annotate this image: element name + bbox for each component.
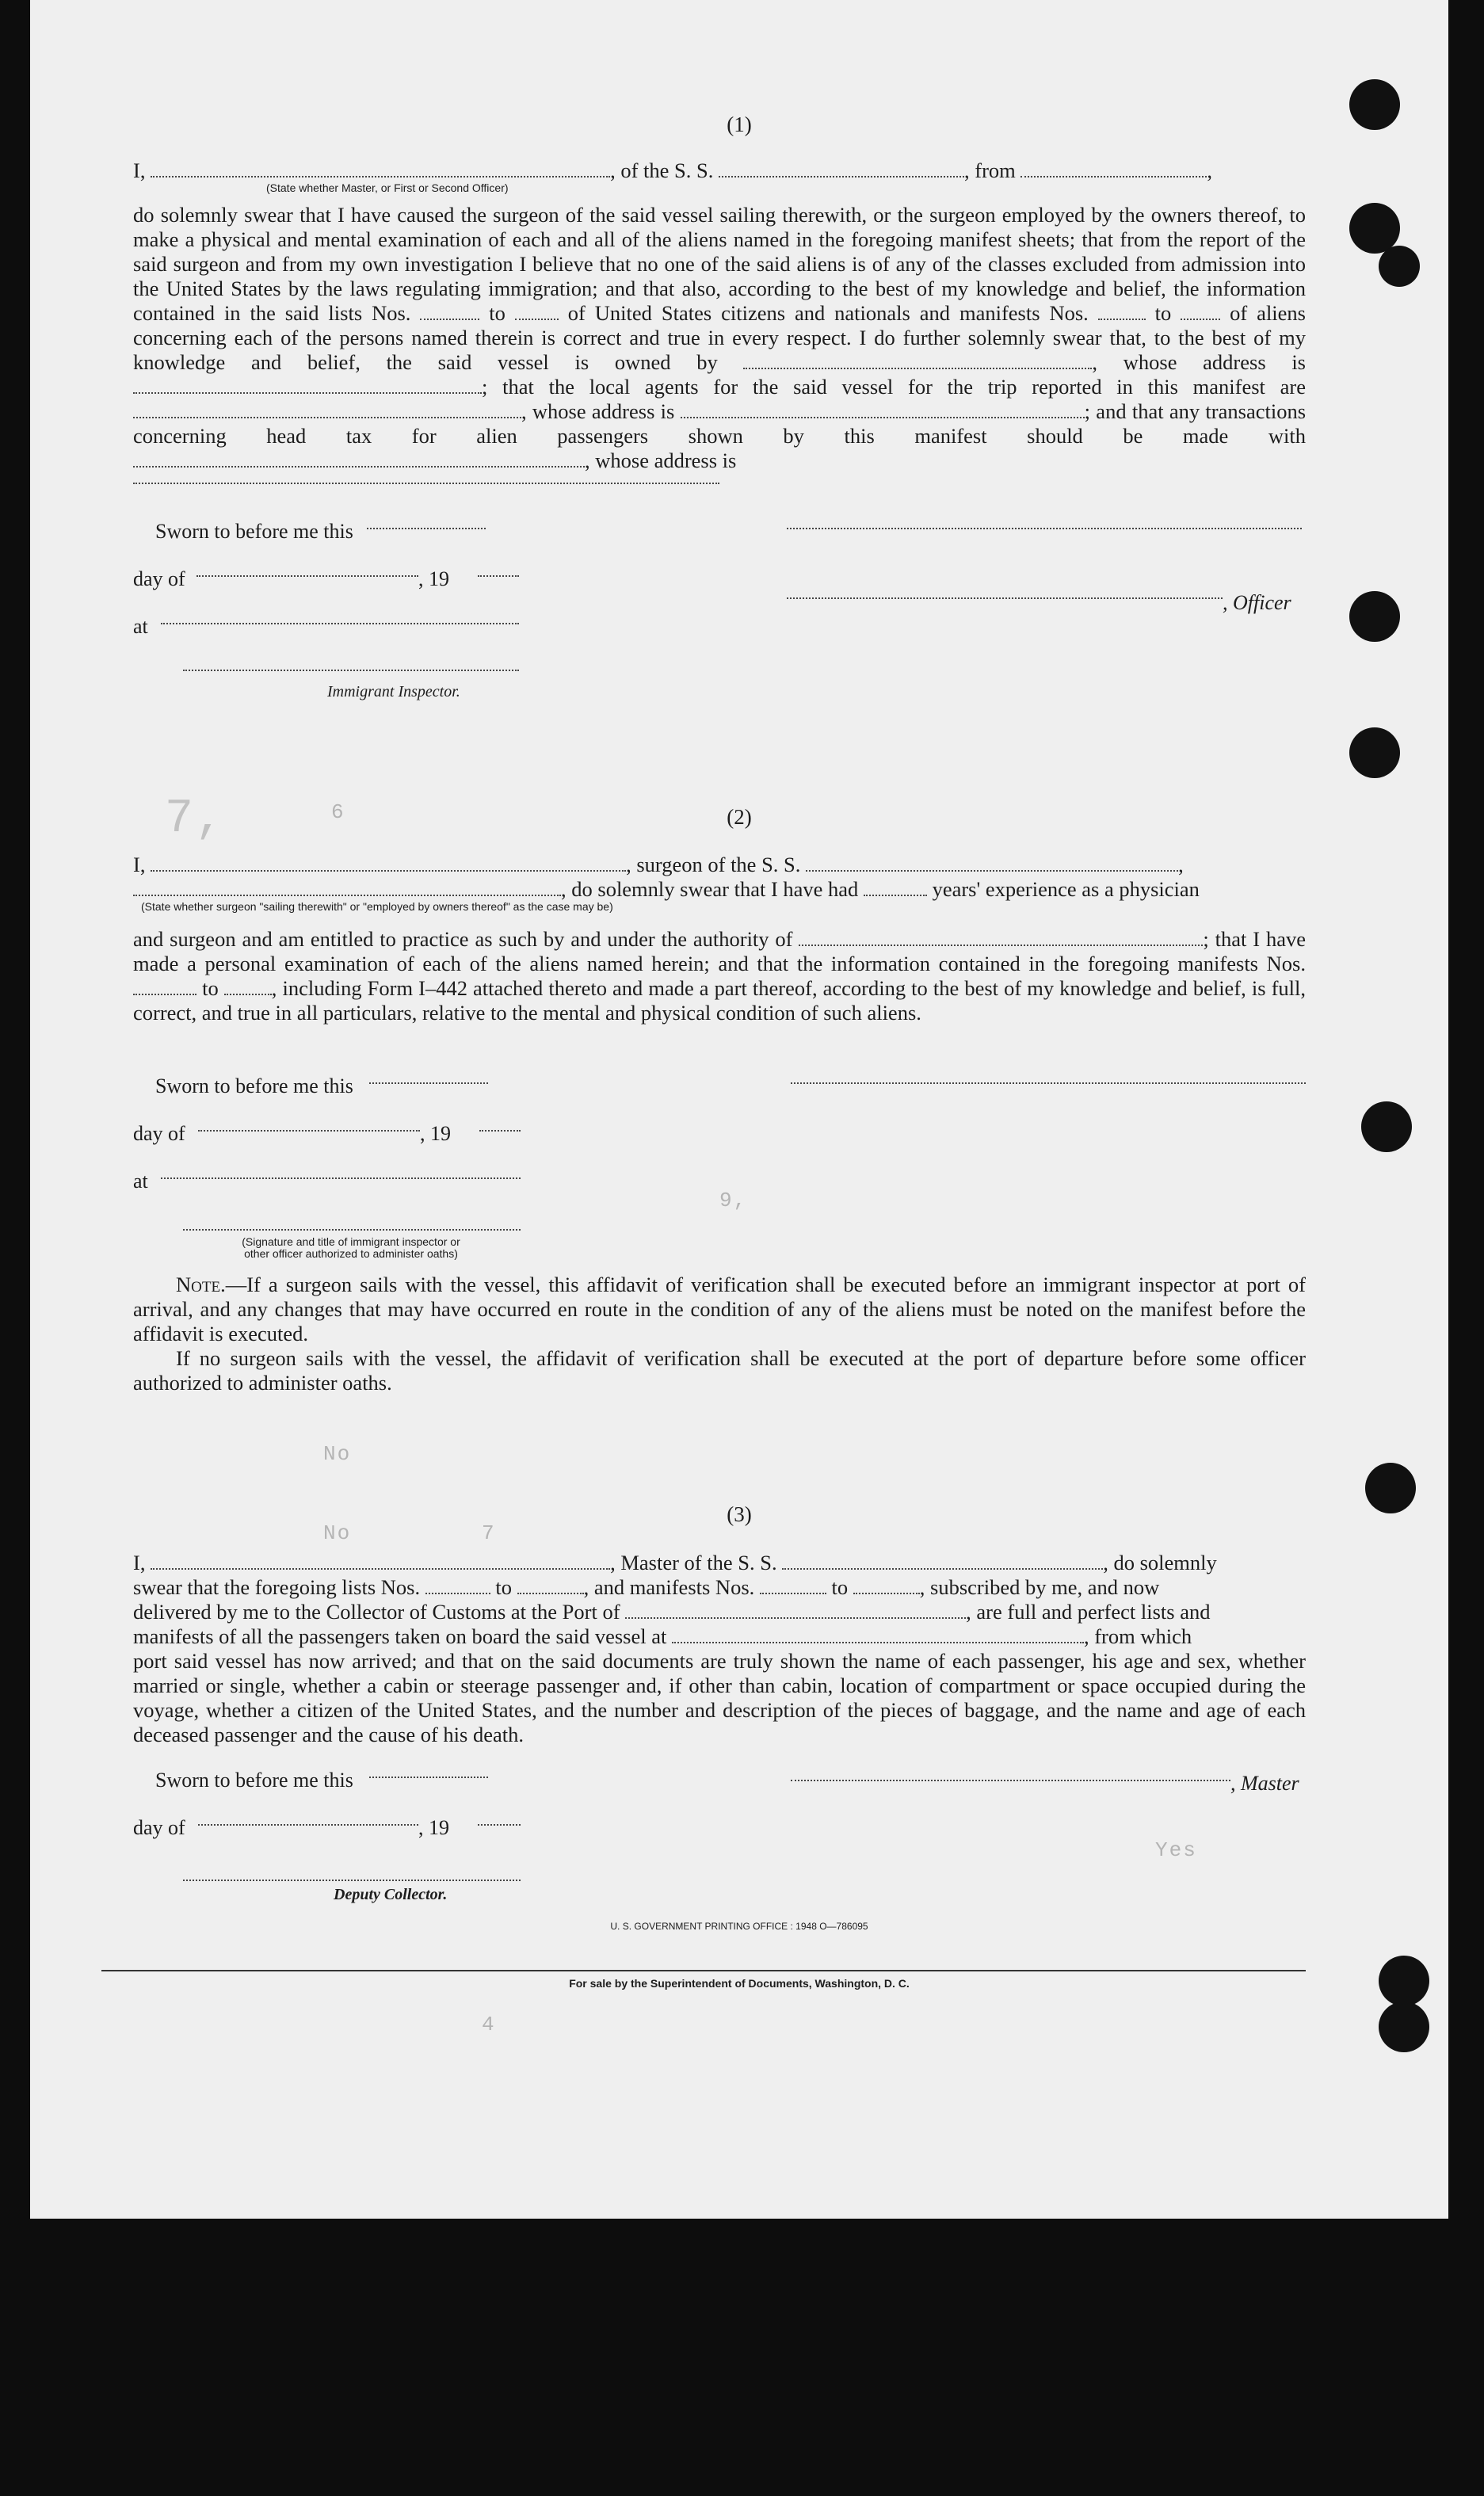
blank-field [133, 979, 196, 995]
text: and surgeon and am entitled to practice as such by and under the authority of [133, 927, 793, 951]
blank-field [806, 856, 1178, 872]
text: I, [133, 853, 146, 876]
at-label-2: at [133, 1170, 148, 1193]
punch-hole [1379, 1956, 1429, 2006]
blank-field [369, 1082, 488, 1084]
blank-field [478, 575, 519, 577]
blank-field [133, 483, 719, 484]
text: , including Form I–442 attached thereto and made a part thereof, according to the best of my knowledge and belief, is full, correct, and true in all particulars, relative to the mental and physical condition of such aliens. [133, 976, 1307, 1025]
blank-field [367, 528, 486, 529]
section-2-note [133, 1273, 1306, 1395]
punch-hole [1349, 79, 1400, 130]
note-label: Note. [176, 1273, 226, 1296]
blank-field [425, 1578, 490, 1594]
blank-field [133, 378, 482, 394]
blank-field [681, 403, 1085, 418]
bleed-mark: No [323, 1521, 352, 1545]
section-2-body: and surgeon and am entitled to practice as such by and under the authority of ; that I have made a personal examination of each of the aliens named herein; and that the information contained in the foregoing manifests Nos. to , including Form I–442 attached thereto and made a part thereof, according to the best of my knowledge and belief, is full, correct, and true in all particulars, relative to the mental and physical condition of such aliens. [133, 927, 1307, 1025]
day-of-label-2: day of [133, 1122, 185, 1145]
bleed-mark: Yes [1155, 1838, 1197, 1862]
punch-hole [1365, 1463, 1416, 1513]
punch-hole [1379, 2002, 1429, 2052]
blank-field [760, 1578, 826, 1594]
blank-field [1098, 304, 1146, 320]
text: , whose address is [1092, 350, 1306, 374]
text: that the local agents for the said vessel for the trip reported in this manifest are [502, 375, 1307, 399]
printing-office-imprint: U. S. GOVERNMENT PRINTING OFFICE : 1948 O—786095 [610, 1921, 868, 1932]
section-3-number: (3) [727, 1502, 752, 1526]
blank-field [672, 1628, 1084, 1643]
year-label-3: , 19 [418, 1816, 449, 1839]
text: that I have made a personal examination of each of the aliens named herein; and that the information contained in the foregoing manifests Nos. [133, 927, 1306, 975]
punch-hole [1379, 246, 1420, 287]
section-1-number: (1) [727, 113, 752, 136]
bleed-mark: No [323, 1442, 352, 1466]
blank-field [782, 1554, 1103, 1570]
blank-field [853, 1578, 920, 1594]
text: If no surgeon sails with the vessel, the affidavit of verification shall be executed at the port of departure before some officer authorized to administer oaths. [133, 1346, 1306, 1395]
signature-line [183, 1229, 521, 1231]
text: , and manifests Nos. [583, 1575, 755, 1599]
blank-field [719, 162, 964, 177]
text: I, [133, 158, 146, 182]
blank-field [224, 979, 272, 995]
blank-field [864, 880, 927, 896]
signature-line [183, 1880, 521, 1881]
sworn-label-2: Sworn to before me this [155, 1074, 353, 1097]
form-caption: (State whether Master, or First or Second Officer) [266, 181, 509, 194]
text: to [831, 1575, 849, 1599]
text: , surgeon of the S. S. [626, 853, 801, 876]
text: delivered by me to the Collector of Customs at the Port of [133, 1600, 620, 1624]
text: years' experience as a physician [932, 877, 1200, 901]
blank-field [196, 575, 418, 577]
blank-field [198, 1824, 418, 1826]
text: , from [964, 158, 1016, 182]
text: , do solemnly [1103, 1551, 1217, 1574]
signature-line [791, 1780, 1230, 1781]
blank-field [743, 353, 1092, 369]
text: of United States citizens and nationals and manifests Nos. [567, 301, 1089, 325]
bleed-mark: 6 [331, 800, 345, 824]
bleed-mark: 7 [482, 1521, 496, 1545]
section-1-first-line: I, , of the S. S. , from , (State whether Master, or First or Second Officer) [133, 158, 1306, 194]
blank-field [133, 403, 521, 418]
blank-field [478, 1824, 521, 1826]
text: swear that the foregoing lists Nos. [133, 1575, 421, 1599]
section-3-body [133, 1551, 1306, 1747]
blank-field [133, 880, 561, 896]
text: of aliens concerning each of the persons named therein is correct and true in every respect. I do further solemnly swear that, to the best of my knowledge and belief, the said vessel is owned by [133, 301, 1306, 374]
text: , are full and perfect lists and [966, 1600, 1211, 1624]
blank-field [151, 162, 610, 177]
form-caption: (State whether surgeon "sailing therewith" or "employed by owners thereof" as the case may be) [141, 900, 613, 913]
footer-rule [101, 1970, 1306, 1971]
text: manifests of all the passengers taken on board the said vessel at [133, 1624, 667, 1648]
sworn-label-3: Sworn to before me this [155, 1769, 353, 1792]
signature-line [787, 528, 1302, 529]
text: (Signature and title of immigrant inspector or [242, 1235, 460, 1248]
bleed-mark: 7, [165, 792, 226, 846]
signature-line [183, 670, 519, 671]
blank-field [198, 1130, 420, 1132]
blank-field [369, 1777, 488, 1778]
text: to [495, 1575, 512, 1599]
punch-hole [1361, 1101, 1412, 1152]
blank-field [133, 452, 585, 468]
blank-field [161, 1177, 521, 1179]
text: , subscribed by me, and now [919, 1575, 1160, 1599]
for-sale-notice: For sale by the Superintendent of Documents, Washington, D. C. [569, 1977, 910, 1990]
text: to [202, 976, 219, 1000]
officer-label: , Officer [1223, 591, 1291, 614]
text: port said vessel has now arrived; and that on the said documents are truly shown the name of each passenger, his age and sex, whether married or single, whether a cabin or steerage passenger and, if other than cabin, location of compartment or space occupied during the voyage, whether a citizen of the United States, and the number and description of the pieces of baggage, and the name and age of each deceased passenger and the cause of his death. [133, 1649, 1306, 1746]
text: —If a surgeon sails with the vessel, this affidavit of verification shall be executed before an immigrant inspector at port of arrival, and any changes that may have occurred en route in the condition of any of the aliens must be noted on the manifest before the affidavit is executed. [133, 1273, 1306, 1345]
signature-line [791, 1082, 1306, 1084]
text: I, [133, 1551, 146, 1574]
text: ; and that any transactions concerning head tax for alien passengers shown by this manifest should be made with [133, 399, 1307, 448]
blank-field [799, 930, 1203, 946]
section-2-first-lines: I, , surgeon of the S. S. , , do solemnly swear that I have had years' experience as a physician (State whether surgeon "sailing therewith" or "employed by owners thereof" as the case may be) [133, 853, 1306, 913]
blank-field [151, 856, 626, 872]
sworn-label-1: Sworn to before me this [155, 520, 353, 543]
master-label: , Master [1230, 1772, 1299, 1795]
punch-hole [1349, 591, 1400, 642]
signature-line [787, 597, 1223, 599]
blank-field [479, 1130, 521, 1132]
blank-field [1181, 304, 1220, 320]
text: do solemnly swear that I have caused the surgeon of the said vessel sailing therewith, or the surgeon employed by the owners thereof, to make a physical and mental examination of each and all of the aliens named in the foregoing manifest sheets; that from the report of the said surgeon and from my own investigation I believe that no one of the said aliens is of any of the classes excluded from admission into the United States by the laws regulating immigration; and that also, according to the best of my knowledge and belief, the information contained in the said lists Nos. [133, 203, 1306, 325]
deputy-collector-label: Deputy Collector. [334, 1886, 448, 1903]
day-of-label-1: day of [133, 567, 185, 590]
punch-hole [1349, 727, 1400, 778]
text: to [489, 301, 505, 325]
year-label-1: , 19 [418, 567, 449, 590]
text: , do solemnly swear that I have had [561, 877, 859, 901]
blank-field [151, 1554, 610, 1570]
text: to [1154, 301, 1172, 325]
text: , from which [1083, 1624, 1192, 1648]
text: , whose address is [585, 448, 737, 472]
at-label-1: at [133, 615, 148, 638]
text: other officer authorized to administer oaths) [244, 1247, 458, 1260]
bleed-mark: 9, [719, 1189, 748, 1212]
text: , Master of the S. S. [610, 1551, 777, 1574]
text: , of the S. S. [610, 158, 714, 182]
text: whose address is [532, 399, 675, 423]
manifest-back-page [30, 0, 1448, 2219]
blank-field [1020, 162, 1207, 177]
section-2-number: (2) [727, 805, 752, 829]
year-label-2: , 19 [420, 1122, 451, 1145]
inspector-label: Immigrant Inspector. [327, 683, 460, 700]
blank-field [517, 1578, 584, 1594]
blank-field [161, 623, 519, 624]
signature-caption [173, 1236, 529, 1260]
day-of-label-3: day of [133, 1816, 185, 1839]
blank-field [625, 1603, 966, 1619]
section-1-body: do solemnly swear that I have caused the surgeon of the said vessel sailing therewith, or the surgeon employed by the owners thereof, to make a physical and mental examination of each and all of the aliens named in the foregoing manifest sheets; that from the report of the said surgeon and from my own investigation I believe that no one of the said aliens is of any of the classes excluded from admission into the United States by the laws regulating immigration; and that also, according to the best of my knowledge and belief, the information contained in the said lists Nos. to of United States citizens and nationals and manifests Nos. to of aliens concerning each of the persons named therein is correct and true in every respect. I do further solemnly swear that, to the best of my knowledge and belief, the said vessel is owned by , whose address is ; that the local agents for the said vessel for the trip reported in this manifest are , whose address is ; and that any transactions concerning head tax for alien passengers shown by this manifest should be made with , whose address is [133, 203, 1306, 473]
blank-field [515, 304, 559, 320]
bleed-mark: 4 [482, 2013, 496, 2036]
blank-field [420, 304, 479, 320]
